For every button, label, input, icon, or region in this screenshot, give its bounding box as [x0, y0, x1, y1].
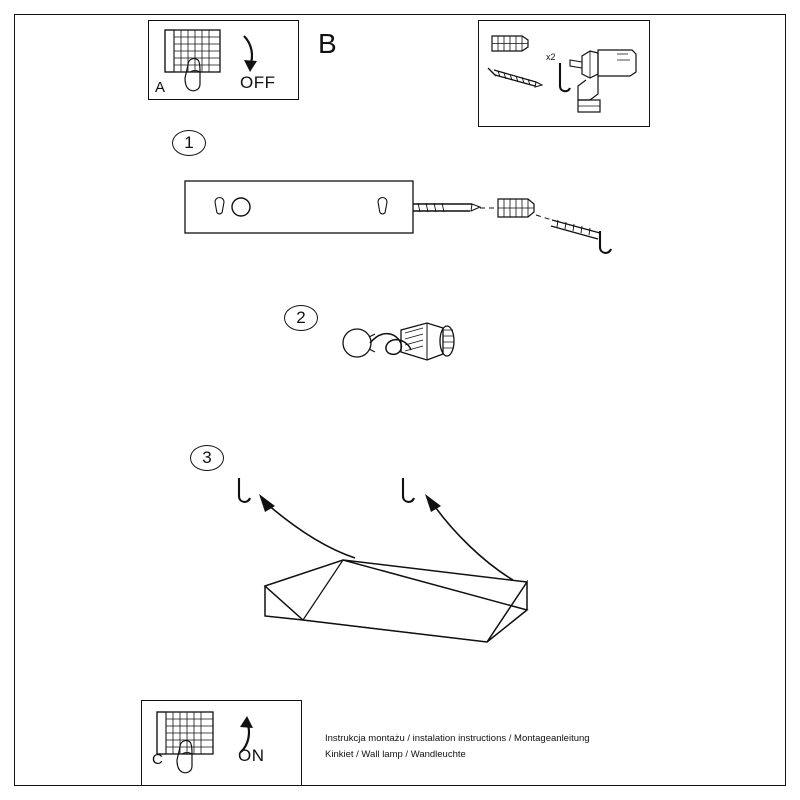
step-2-illustration	[335, 310, 495, 380]
footer-line-1: Instrukcja montażu / instalation instructions / Montageanleitung	[325, 733, 590, 744]
hardware-illustration	[478, 20, 650, 127]
section-b-label: B	[318, 28, 338, 59]
step-3-badge	[190, 445, 224, 471]
section-a-label: A	[155, 79, 166, 96]
switch-on-illustration	[141, 700, 302, 786]
step-2-badge	[284, 305, 318, 331]
section-c-state: ON	[238, 746, 265, 765]
svg-text:x2: x2	[546, 52, 556, 62]
section-a-state: OFF	[240, 73, 276, 92]
step-3-number: 3	[202, 448, 212, 467]
footer-line-2: Kinkiet / Wall lamp / Wandleuchte	[325, 749, 466, 760]
sheet-border	[14, 14, 786, 786]
step-1-number: 1	[184, 133, 194, 152]
switch-off-illustration	[148, 20, 299, 100]
step-3-illustration	[225, 470, 555, 660]
step-1-badge	[172, 130, 206, 156]
step-2-number: 2	[296, 308, 306, 327]
section-c-label: C	[152, 751, 164, 768]
step-1-illustration	[180, 175, 650, 260]
